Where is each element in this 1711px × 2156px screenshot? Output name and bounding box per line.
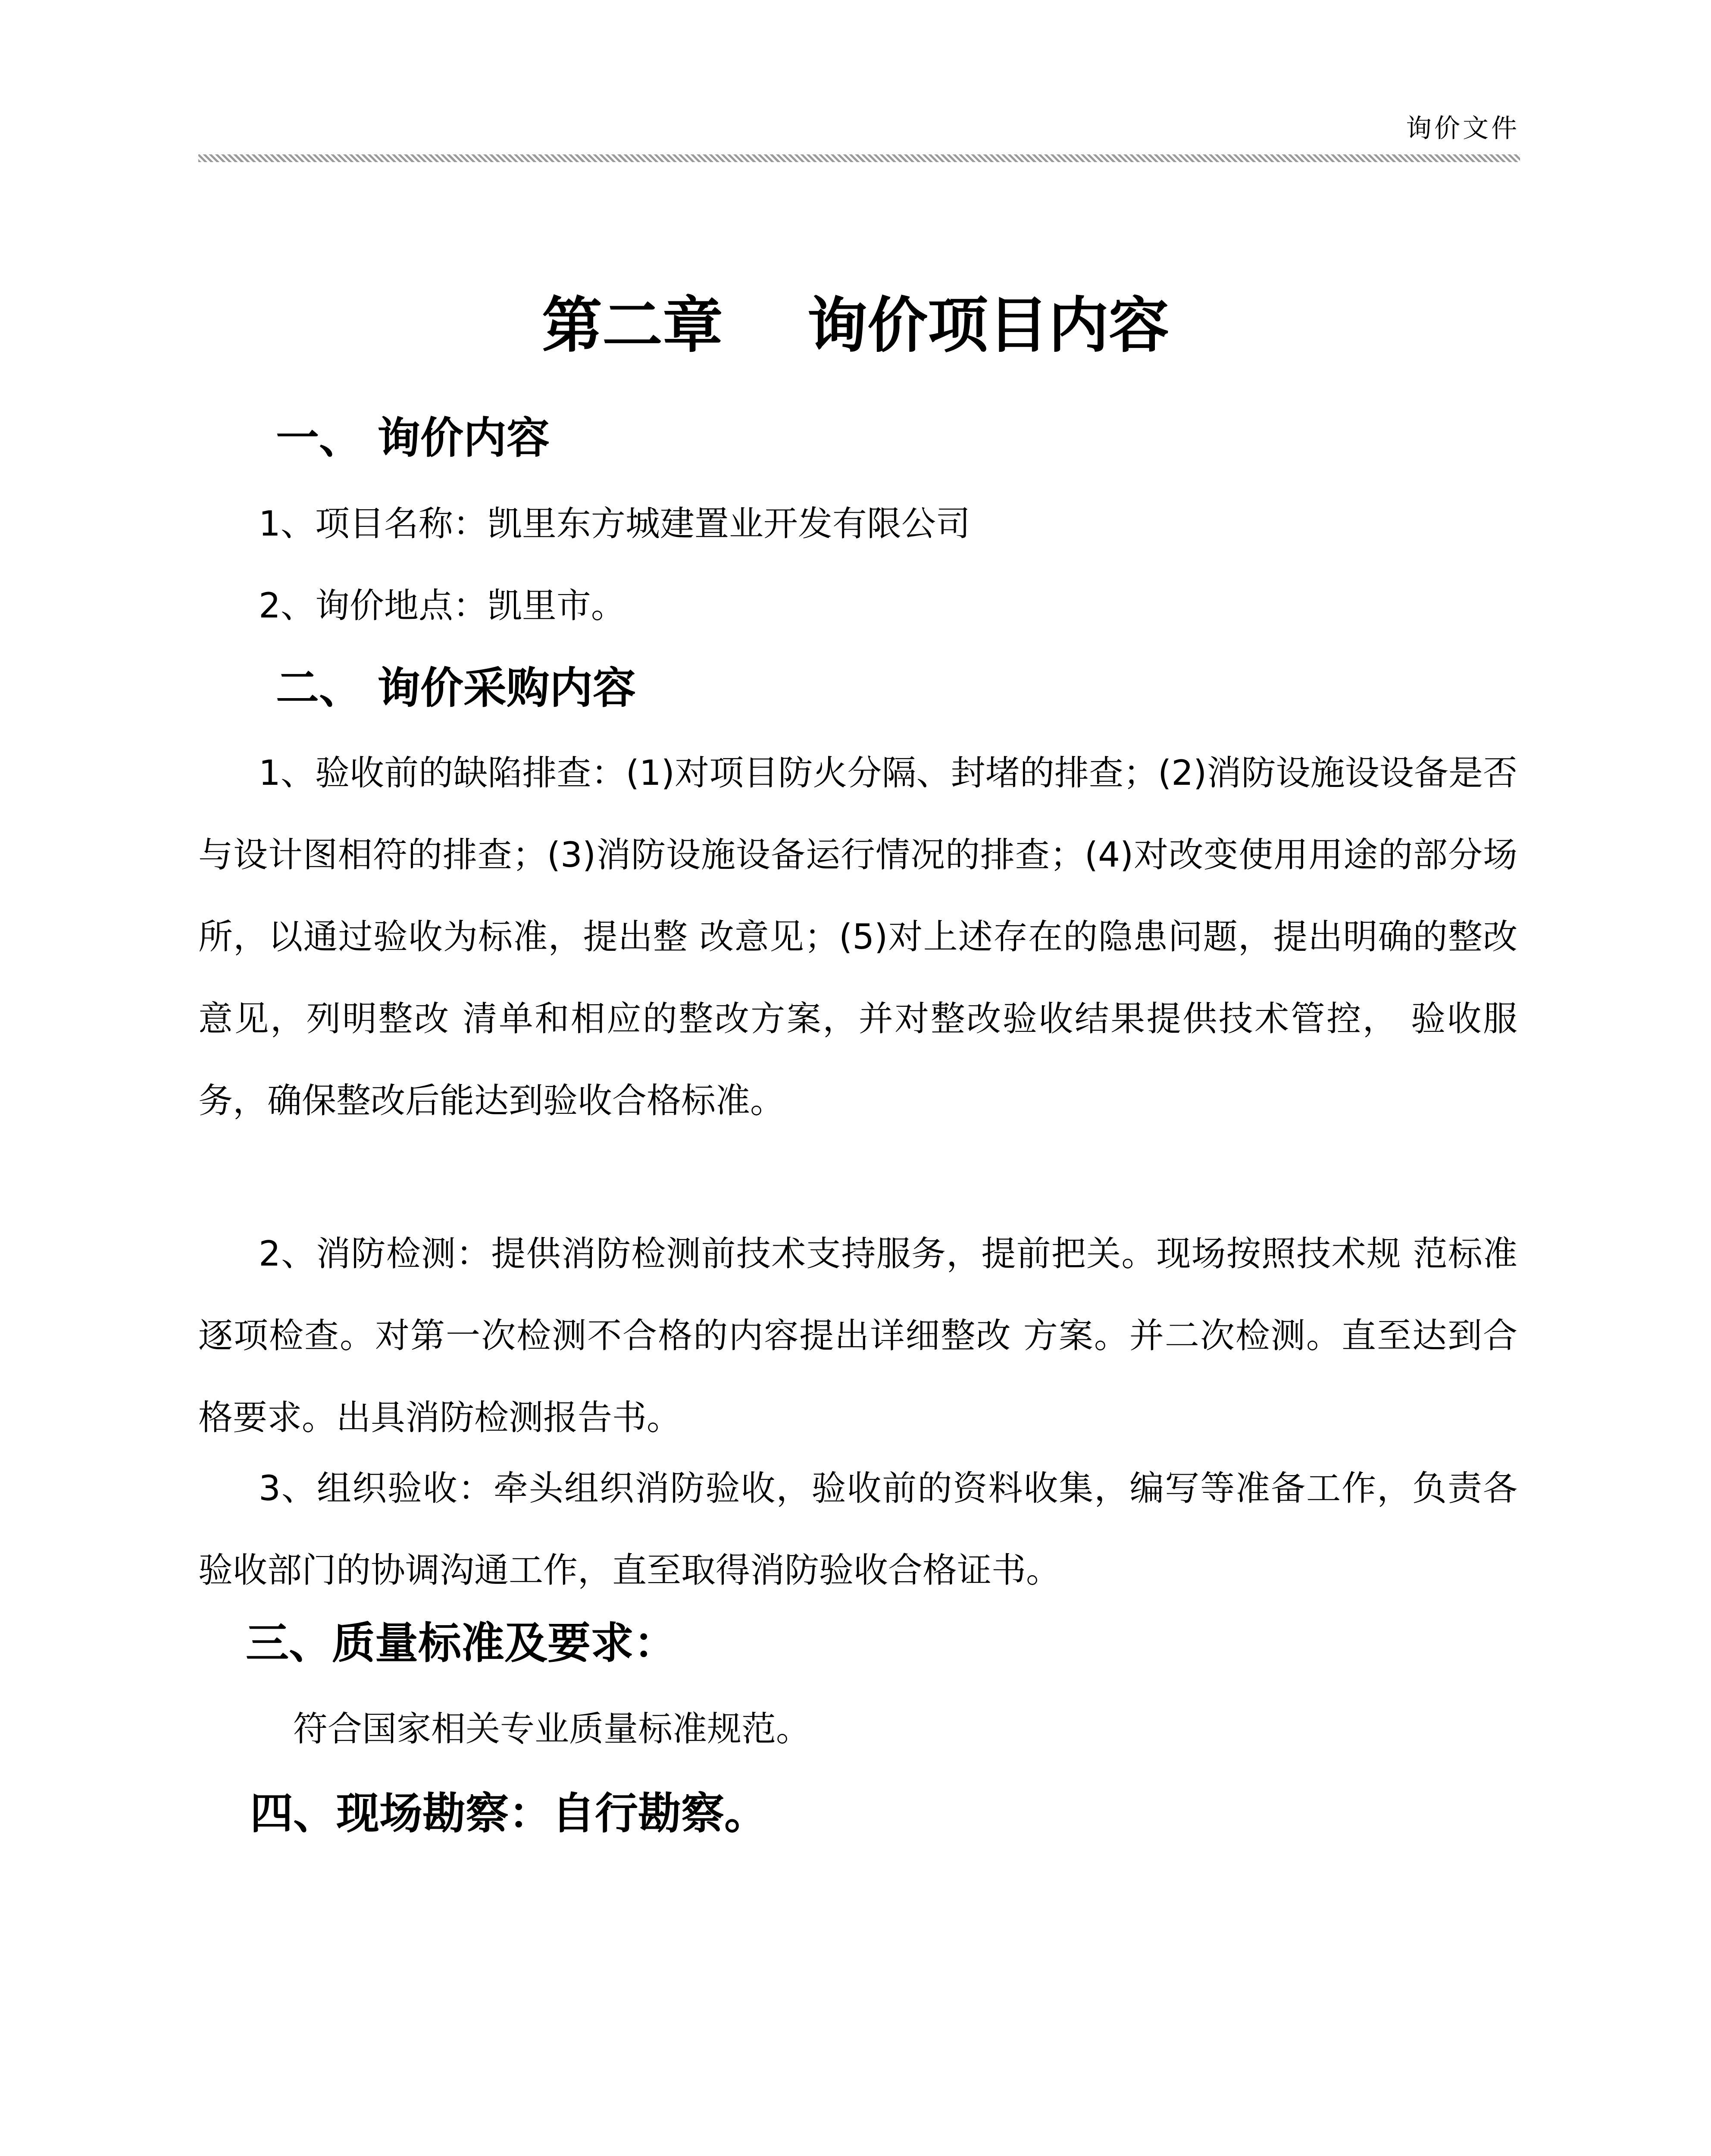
section2-heading: 二、 询价采购内容: [276, 662, 636, 713]
header-rule: [198, 154, 1520, 162]
chapter-title: 第二章 询价项目内容: [542, 290, 1169, 361]
section4-heading: 四、现场勘察：自行勘察。: [250, 1788, 767, 1839]
section3-text: 符合国家相关专业质量标准规范。: [293, 1709, 810, 1749]
section3-heading: 三、质量标准及要求：: [246, 1617, 677, 1668]
header-title: 询价文件: [1406, 113, 1520, 144]
section1-item2: 2、询价地点：凯里市。: [259, 586, 626, 626]
section2-item3: 3、组织验收：牵头组织消防验收，验收前的资料收集，编写等准备工作，负责各验收部门的协调沟通工作，直至取得消防验收合格证书。: [198, 1468, 1517, 1590]
section1-heading: 一、 询价内容: [276, 412, 550, 463]
section2-item2: 2、消防检测：提供消防检测前技术支持服务，提前把关。现场按照技术规 范标准逐项检查。对第一次检测不合格的内容提出详细整改 方案。并二次检测。直至达到合格要求。出具消防检测报告书。: [198, 1234, 1517, 1438]
section1-item1: 1、项目名称：凯里东方城建置业开发有限公司: [259, 504, 970, 544]
section2-item1: 1、验收前的缺陷排查：(1)对项目防火分隔、封堵的排查；(2)消防设施设设备是否与设计图相符的排查；(3)消防设施设备运行情况的排查；(4)对改变使用用途的部分场所，以通过验收为标准，提出整 改意见；(5)对上述存在的隐患问题，提出明确的整改意见，列明整改 清单和相应的整改方案，并对整改验收结果提供技术管控， 验收服务，确保整改后能达到验收合格标准。: [198, 753, 1517, 1121]
